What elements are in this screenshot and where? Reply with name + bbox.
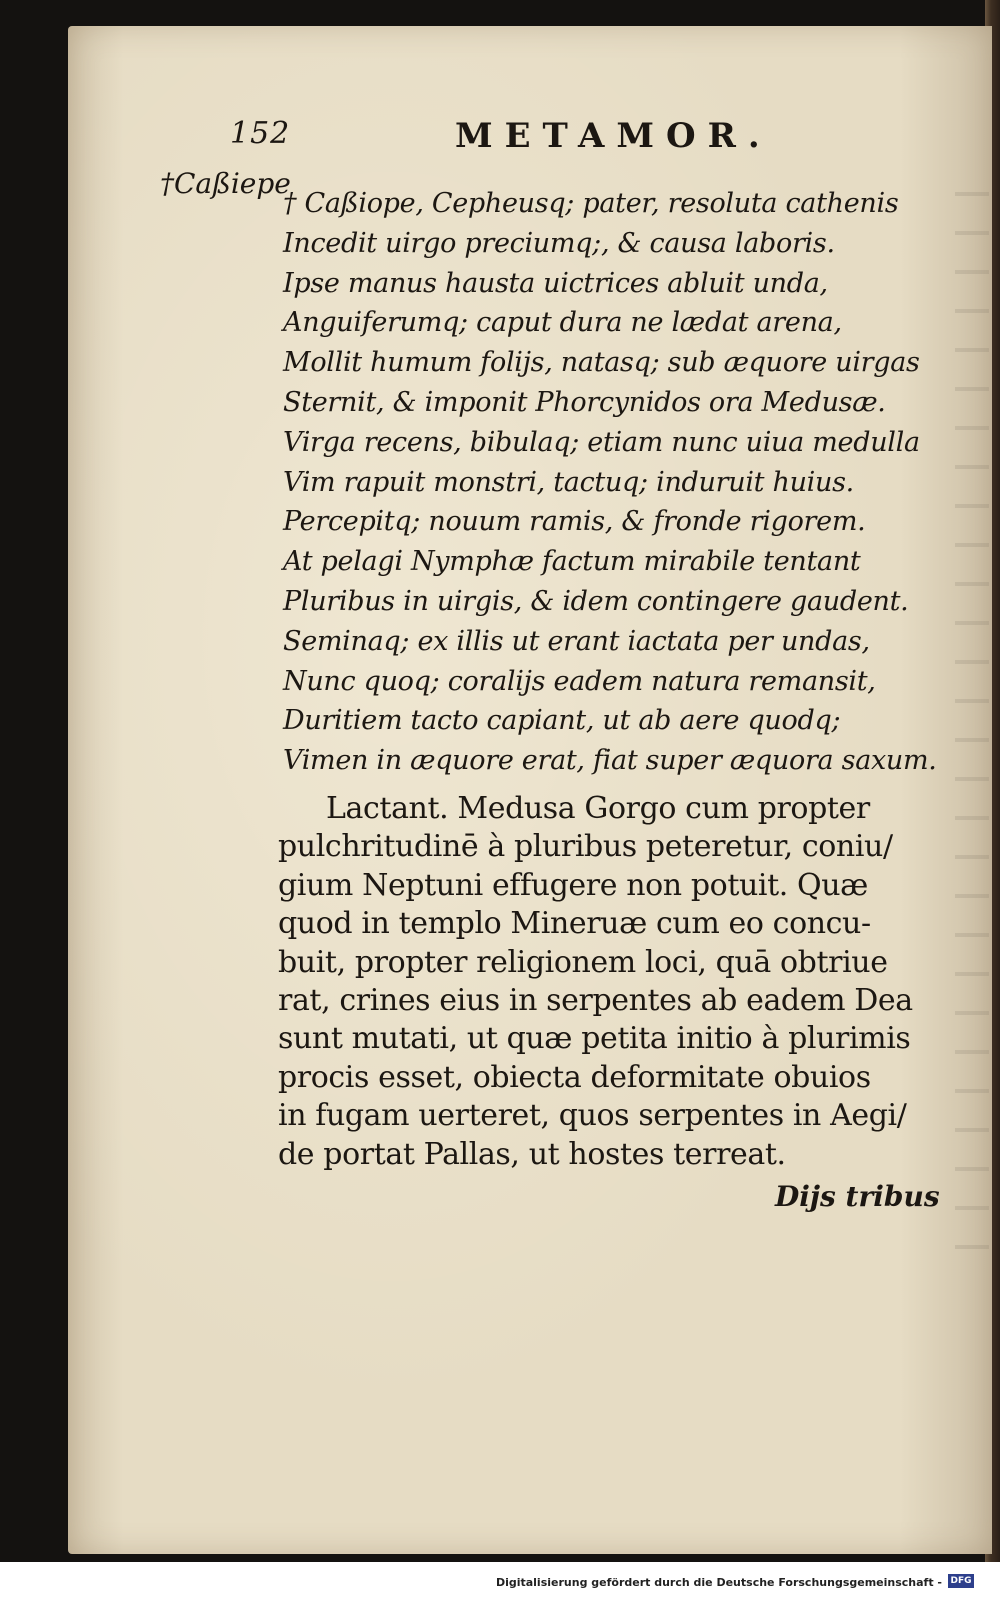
catchword: Dijs tribus: [775, 1180, 940, 1213]
verse-block: [283, 184, 937, 781]
commentary-line: in fugam uerteret, quos serpentes in Aegi/: [278, 1098, 907, 1134]
commentary-block: [278, 790, 913, 1174]
commentary-line: de portat Pallas, ut hostes terreat.: [278, 1136, 786, 1172]
verse-line: Incedit uirgo preciumq;, & causa laboris.: [283, 227, 835, 259]
verse-line: Sternit, & imponit Phorcynidos ora Medusæ.: [283, 386, 886, 418]
verse-line: At pelagi Nymphæ factum mirabile tentant: [283, 546, 861, 578]
verse-line: Mollit humum folijs, natasq; sub æquore uirgas: [283, 347, 920, 379]
verse-line: † Caßiope, Cepheusq; pater, resoluta cathenis: [283, 188, 899, 219]
verse-line: Ipse manus hausta uictrices abluit unda,: [283, 267, 828, 299]
verse-line: Pluribus in uirgis, & idem contingere gaudent.: [283, 585, 909, 617]
verse-line: Anguiferumq; caput dura ne lædat arena,: [283, 307, 842, 339]
footer-credit: Digitalisierung gefördert durch die Deutsche Forschungsgemeinschaft -: [495, 1576, 942, 1589]
verse-line: Seminaq; ex illis ut erant iactata per undas,: [283, 625, 870, 657]
commentary-line: buit, propter religionem loci, quā obtriue: [278, 944, 888, 980]
commentary-line: sunt mutati, ut quæ petita initio à plurimis: [278, 1021, 911, 1057]
commentary-line: rat, crines eius in serpentes ab eadem Dea: [278, 982, 913, 1018]
verse-line: Duritiem tacto capiant, ut ab aere quodq;: [283, 705, 841, 737]
commentary-line: quod in templo Mineruæ cum eo concu-: [278, 906, 871, 942]
running-head: METAMOR.: [455, 116, 772, 156]
verse-line: Vim rapuit monstri, tactuq; induruit huius.: [283, 466, 854, 498]
verse-line: Nunc quoq; coralijs eadem natura remansit,: [283, 665, 876, 697]
facing-page-bleed: [955, 170, 989, 1250]
commentary-line: gium Neptuni effugere non potuit. Quæ: [278, 867, 868, 903]
dfg-logo: DFG: [948, 1574, 974, 1588]
commentary-line: pulchritudinē à pluribus peteretur, coniu/: [278, 829, 893, 865]
verse-line: Vimen in æquore erat, fiat super æquora saxum.: [283, 745, 937, 777]
commentary-line: procis esset, obiecta deformitate obuios: [278, 1059, 871, 1095]
marginal-note: †Caßiepe: [160, 167, 291, 200]
page-number: 152: [230, 116, 291, 151]
commentary-line: Lactant. Medusa Gorgo cum propter: [326, 791, 870, 826]
verse-line: Percepitq; nouum ramis, & fronde rigorem.: [283, 506, 866, 538]
verse-line: Virga recens, bibulaq; etiam nunc uiua medulla: [283, 426, 920, 458]
